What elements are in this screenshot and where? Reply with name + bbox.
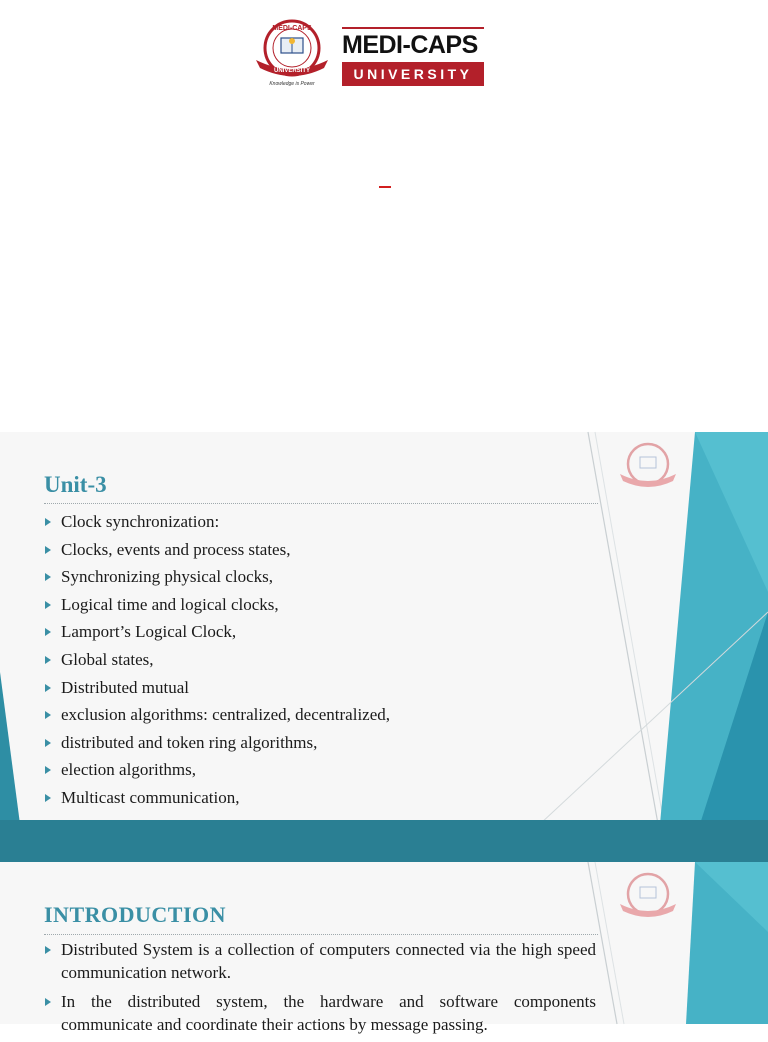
slide-introduction	[0, 862, 768, 1034]
seal-tagline: Knowledge is Power	[269, 81, 315, 87]
topic-list	[44, 510, 390, 814]
list-item: In the distributed system, the hardware and software components communicate and coordinate their actions by message passing.	[44, 990, 596, 1036]
title-divider	[44, 934, 598, 935]
list-item: distributed and token ring algorithms,	[44, 731, 390, 759]
university-seal-logo	[248, 18, 336, 88]
slide-unit-3	[0, 432, 768, 824]
list-item: Clock synchronization:	[44, 510, 390, 538]
title-page	[0, 0, 768, 432]
brand-name: MEDI-CAPS	[342, 27, 484, 60]
slide-title: INTRODUCTION	[44, 902, 227, 927]
list-item: Logical time and logical clocks,	[44, 593, 390, 621]
list-item: Clocks, events and process states,	[44, 538, 390, 566]
intro-list	[44, 938, 596, 1042]
slide-watermark-logo	[612, 440, 684, 496]
list-item: Synchronizing physical clocks,	[44, 565, 390, 593]
brand-subtitle: UNIVERSITY	[342, 62, 484, 86]
university-wordmark	[342, 27, 484, 86]
list-item: Distributed System is a collection of computers connected via the high speed communication network.	[44, 938, 596, 984]
list-item: Distributed mutual	[44, 676, 390, 704]
seal-top-text: MEDI-CAPS	[272, 25, 312, 32]
list-item: Lamport’s Logical Clock,	[44, 620, 390, 648]
slide-title: Unit-3	[44, 472, 107, 497]
slide-watermark-logo	[612, 870, 684, 926]
slide-separator-band	[0, 820, 768, 862]
list-item: election algorithms,	[44, 758, 390, 786]
list-item: exclusion algorithms: centralized, decentralized,	[44, 703, 390, 731]
list-item: Multicast communication,	[44, 786, 390, 814]
title-divider	[44, 503, 598, 504]
list-item: Global states,	[44, 648, 390, 676]
red-dash-mark	[379, 186, 391, 188]
seal-ribbon-text: UNIVERSITY	[273, 68, 311, 74]
